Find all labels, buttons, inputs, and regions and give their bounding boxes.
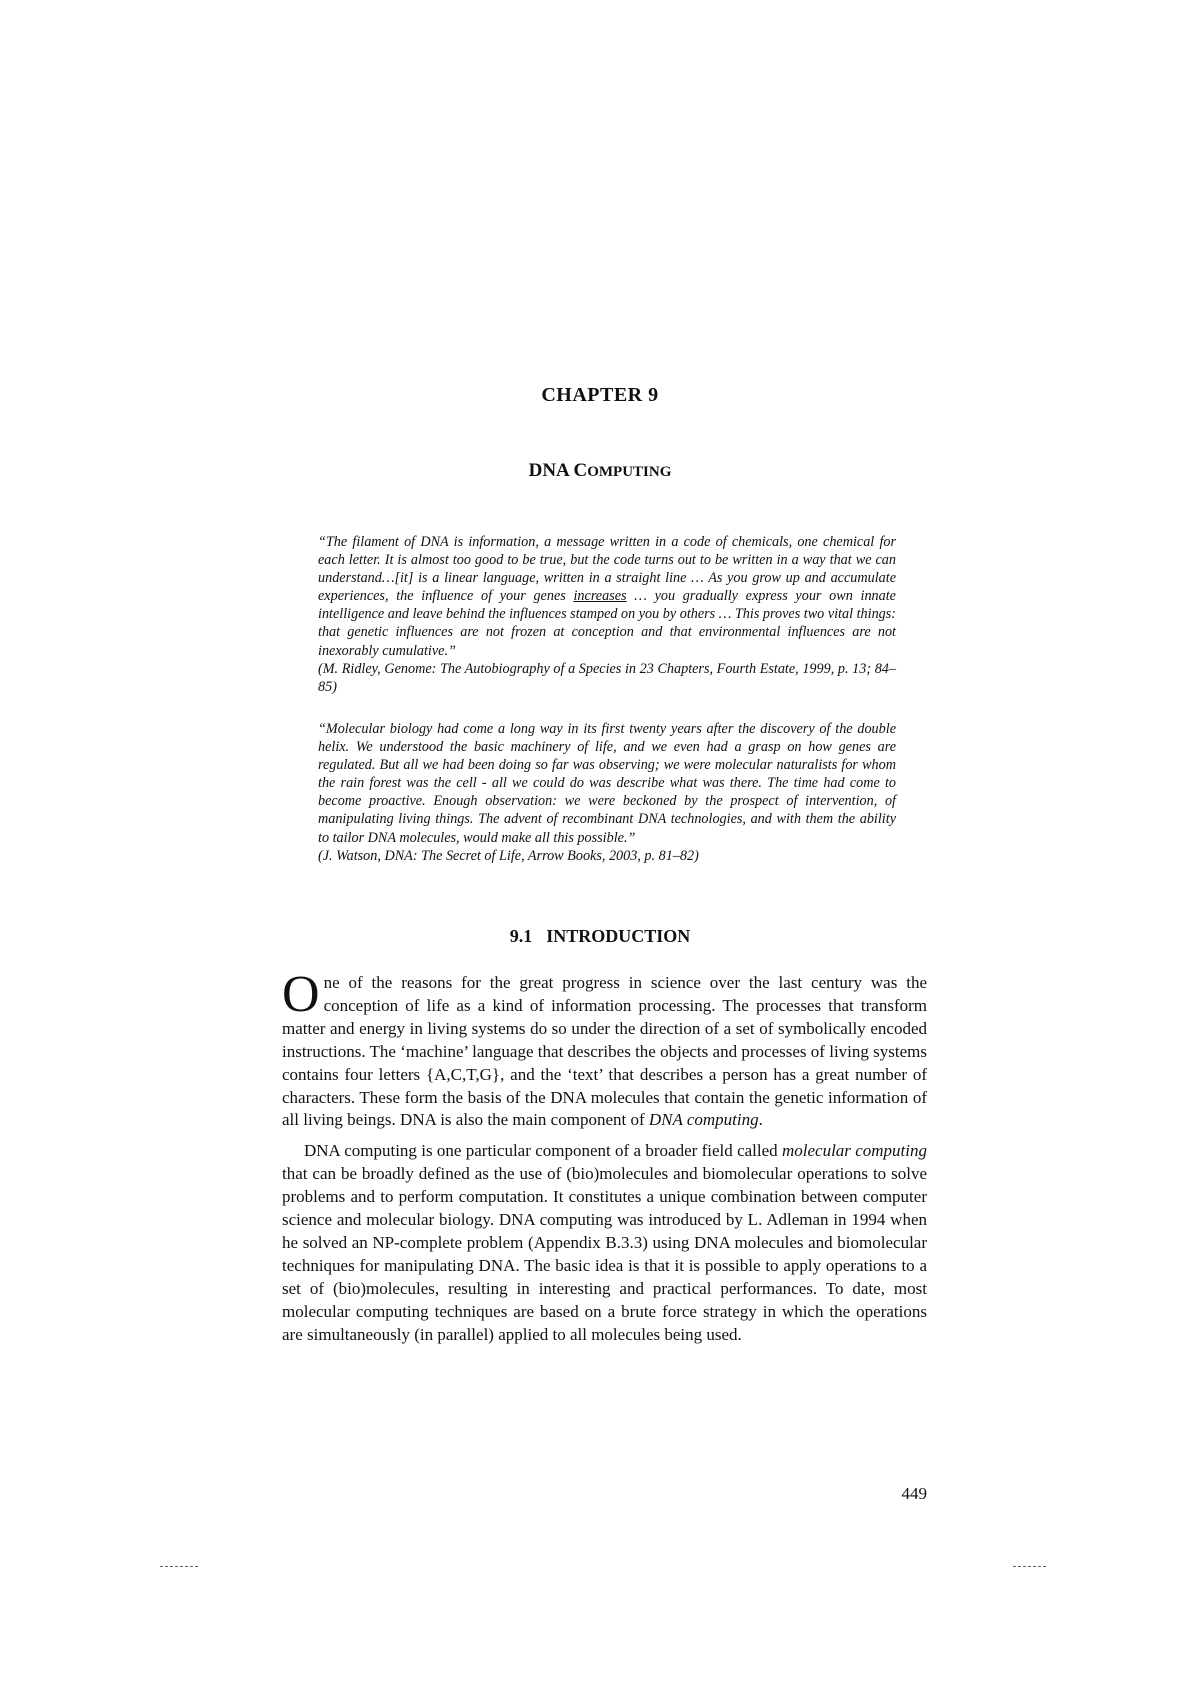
section-title: INTRODUCTION (546, 926, 691, 946)
epigraph-ridley (318, 533, 896, 696)
chapter-label: CHAPTER 9 (541, 384, 659, 406)
epigraph-quote-part2: … you gradually express your own innate intelligence and leave behind the influences stamped on you by others … This proves two vital things: that genetic influences are not frozen at conception and that environmental influences are not inexorably cumulative.” (318, 588, 896, 659)
paragraph-2 (282, 1140, 927, 1346)
drop-cap: O (282, 966, 320, 1023)
crop-mark-left (160, 1566, 198, 1567)
chapter-title (0, 460, 1200, 482)
section-heading (0, 926, 1200, 947)
paragraph-2-rest: that can be broadly defined as the use of (bio)molecules and biomolecular operations to solve problems and to perform computation. It constitutes a unique combination between computer science and molecular biology. DNA computing was introduced by L. Adleman in 1994 when he solved an NP-complete problem (Appendix B.3.3) using DNA molecules and biomolecular techniques for manipulating DNA. The basic idea is that it is possible to apply operations to a set of (bio)molecules, resulting in interesting and practical performances. To date, most molecular computing techniques are based on a brute force strategy in which the operations are simultaneously (in parallel) applied to all molecules being used. (282, 1164, 927, 1344)
epigraph-quote (318, 533, 896, 660)
paragraph-1-text: ne of the reasons for the great progress in science over the last century was the conception of life as a kind of information processing. The processes that transform matter and energy in living systems do so under the direction of a set of symbolically encoded instructions. The ‘machine’ language that describes the objects and processes of living systems contains four letters {A,C,T,G}, and the ‘text’ that describes a person has a great number of characters. These form the basis of the DNA molecules that contain the genetic information of all living beings. DNA is also the main component of (282, 973, 927, 1130)
epigraph-quote-part1: “The filament of DNA is information, a message written in a code of chemicals, one chemical for each letter. It is almost too good to be true, but the code turns out to be written in a way that we can understand…[it] is a linear language, written in a straight line … As you grow up and accumulate experiences, the influence of your genes (318, 534, 896, 605)
paragraph-2-emphasis: molecular computing (781, 1141, 927, 1161)
body-text (282, 966, 927, 1347)
section-number: 9.1 (509, 926, 533, 946)
epigraph-citation: (J. Watson, DNA: The Secret of Life, Arrow Books, 2003, p. 81–82) (318, 847, 699, 864)
paragraph-2-start: DNA computing is one particular component of a broader field called (304, 1141, 782, 1161)
epigraph-watson (318, 720, 896, 865)
epigraph-citation: (M. Ridley, Genome: The Autobiography of a Species in 23 Chapters, Fourth Estate, 1999, p. 13; 84–85) (318, 660, 896, 695)
epigraph-quote: “Molecular biology had come a long way in its first twenty years after the discovery of the double helix. We understood the basic machinery of life, and we even had a grasp on how genes are regulated. But all we had been doing so far was observing; we were molecular naturalists for whom the rain forest was the cell - all we could do was describe what was there. The time had come to become proactive. Enough observation: we were beckoned by the prospect of intervention, of manipulating living things. The advent of recombinant DNA technologies, and with them the ability to tailor DNA molecules, would make all this possible.” (318, 721, 896, 846)
epigraph-quote-underlined: increases (573, 588, 627, 605)
paragraph-1-emphasis: DNA computing (648, 1110, 759, 1130)
crop-mark-right (1013, 1566, 1046, 1567)
paragraph-1 (282, 966, 927, 1132)
page-number: 449 (901, 1484, 927, 1503)
chapter-title-main: DNA C (528, 460, 588, 481)
chapter-title-smallcaps: OMPUTING (587, 464, 672, 480)
paragraph-1-end: . (758, 1110, 763, 1130)
